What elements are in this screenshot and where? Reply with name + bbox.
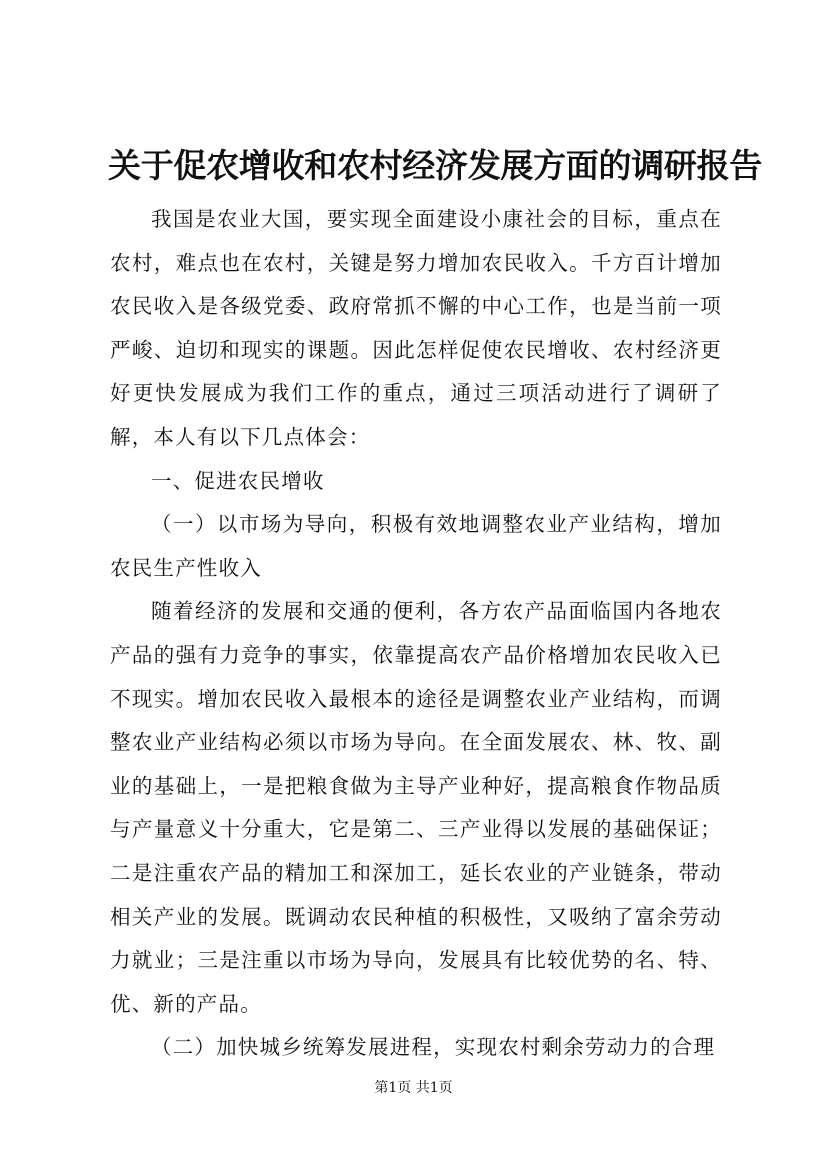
document-title: 关于促农增收和农村经济发展方面的调研报告 — [108, 146, 763, 185]
subsection-heading-1: （一）以市场为导向，积极有效地调整农业产业结构，增加农民生产性收入 — [110, 512, 722, 580]
intro-paragraph: 我国是农业大国，要实现全面建设小康社会的目标，重点在农村，难点也在农村，关键是努力增加农民收入。千方百计增加农民收入是各级党委、政府常抓不懈的中心工作，也是当前一项严峻、迫切和现实的课题。因此怎样促使农民增收、农村经济更好更快发展成为我们工作的重点，通过三项活动进行了调研了解，本人有以下几点体会： — [110, 207, 722, 449]
section-heading: 一、促进农民增收 — [151, 468, 325, 493]
page-number: 第1页 共1页 — [374, 1080, 453, 1096]
document-body — [110, 198, 722, 1070]
body-paragraph: 随着经济的发展和交通的便利，各方农产品面临国内各地农产品的强有力竞争的事实，依靠提高农产品价格增加农民收入已不现实。增加农民收入最根本的途径是调整农业产业结构，而调整农业产业结构必须以市场为导向。在全面发展农、林、牧、副业的基础上，一是把粮食做为主导产业种好，提高粮食作物品质与产量意义十分重大，它是第二、三产业得以发展的基础保证；二是注重农产品的精加工和深加工，延长农业的产业链条，带动相关产业的发展。既调动农民种植的积极性，又吸纳了富余劳动力就业；三是注重以市场为导向，发展具有比较优势的名、特、优、新的产品。 — [110, 599, 722, 1016]
subsection-heading-2: （二）加快城乡统筹发展进程，实现农村剩余劳动力的合理 — [151, 1035, 716, 1060]
